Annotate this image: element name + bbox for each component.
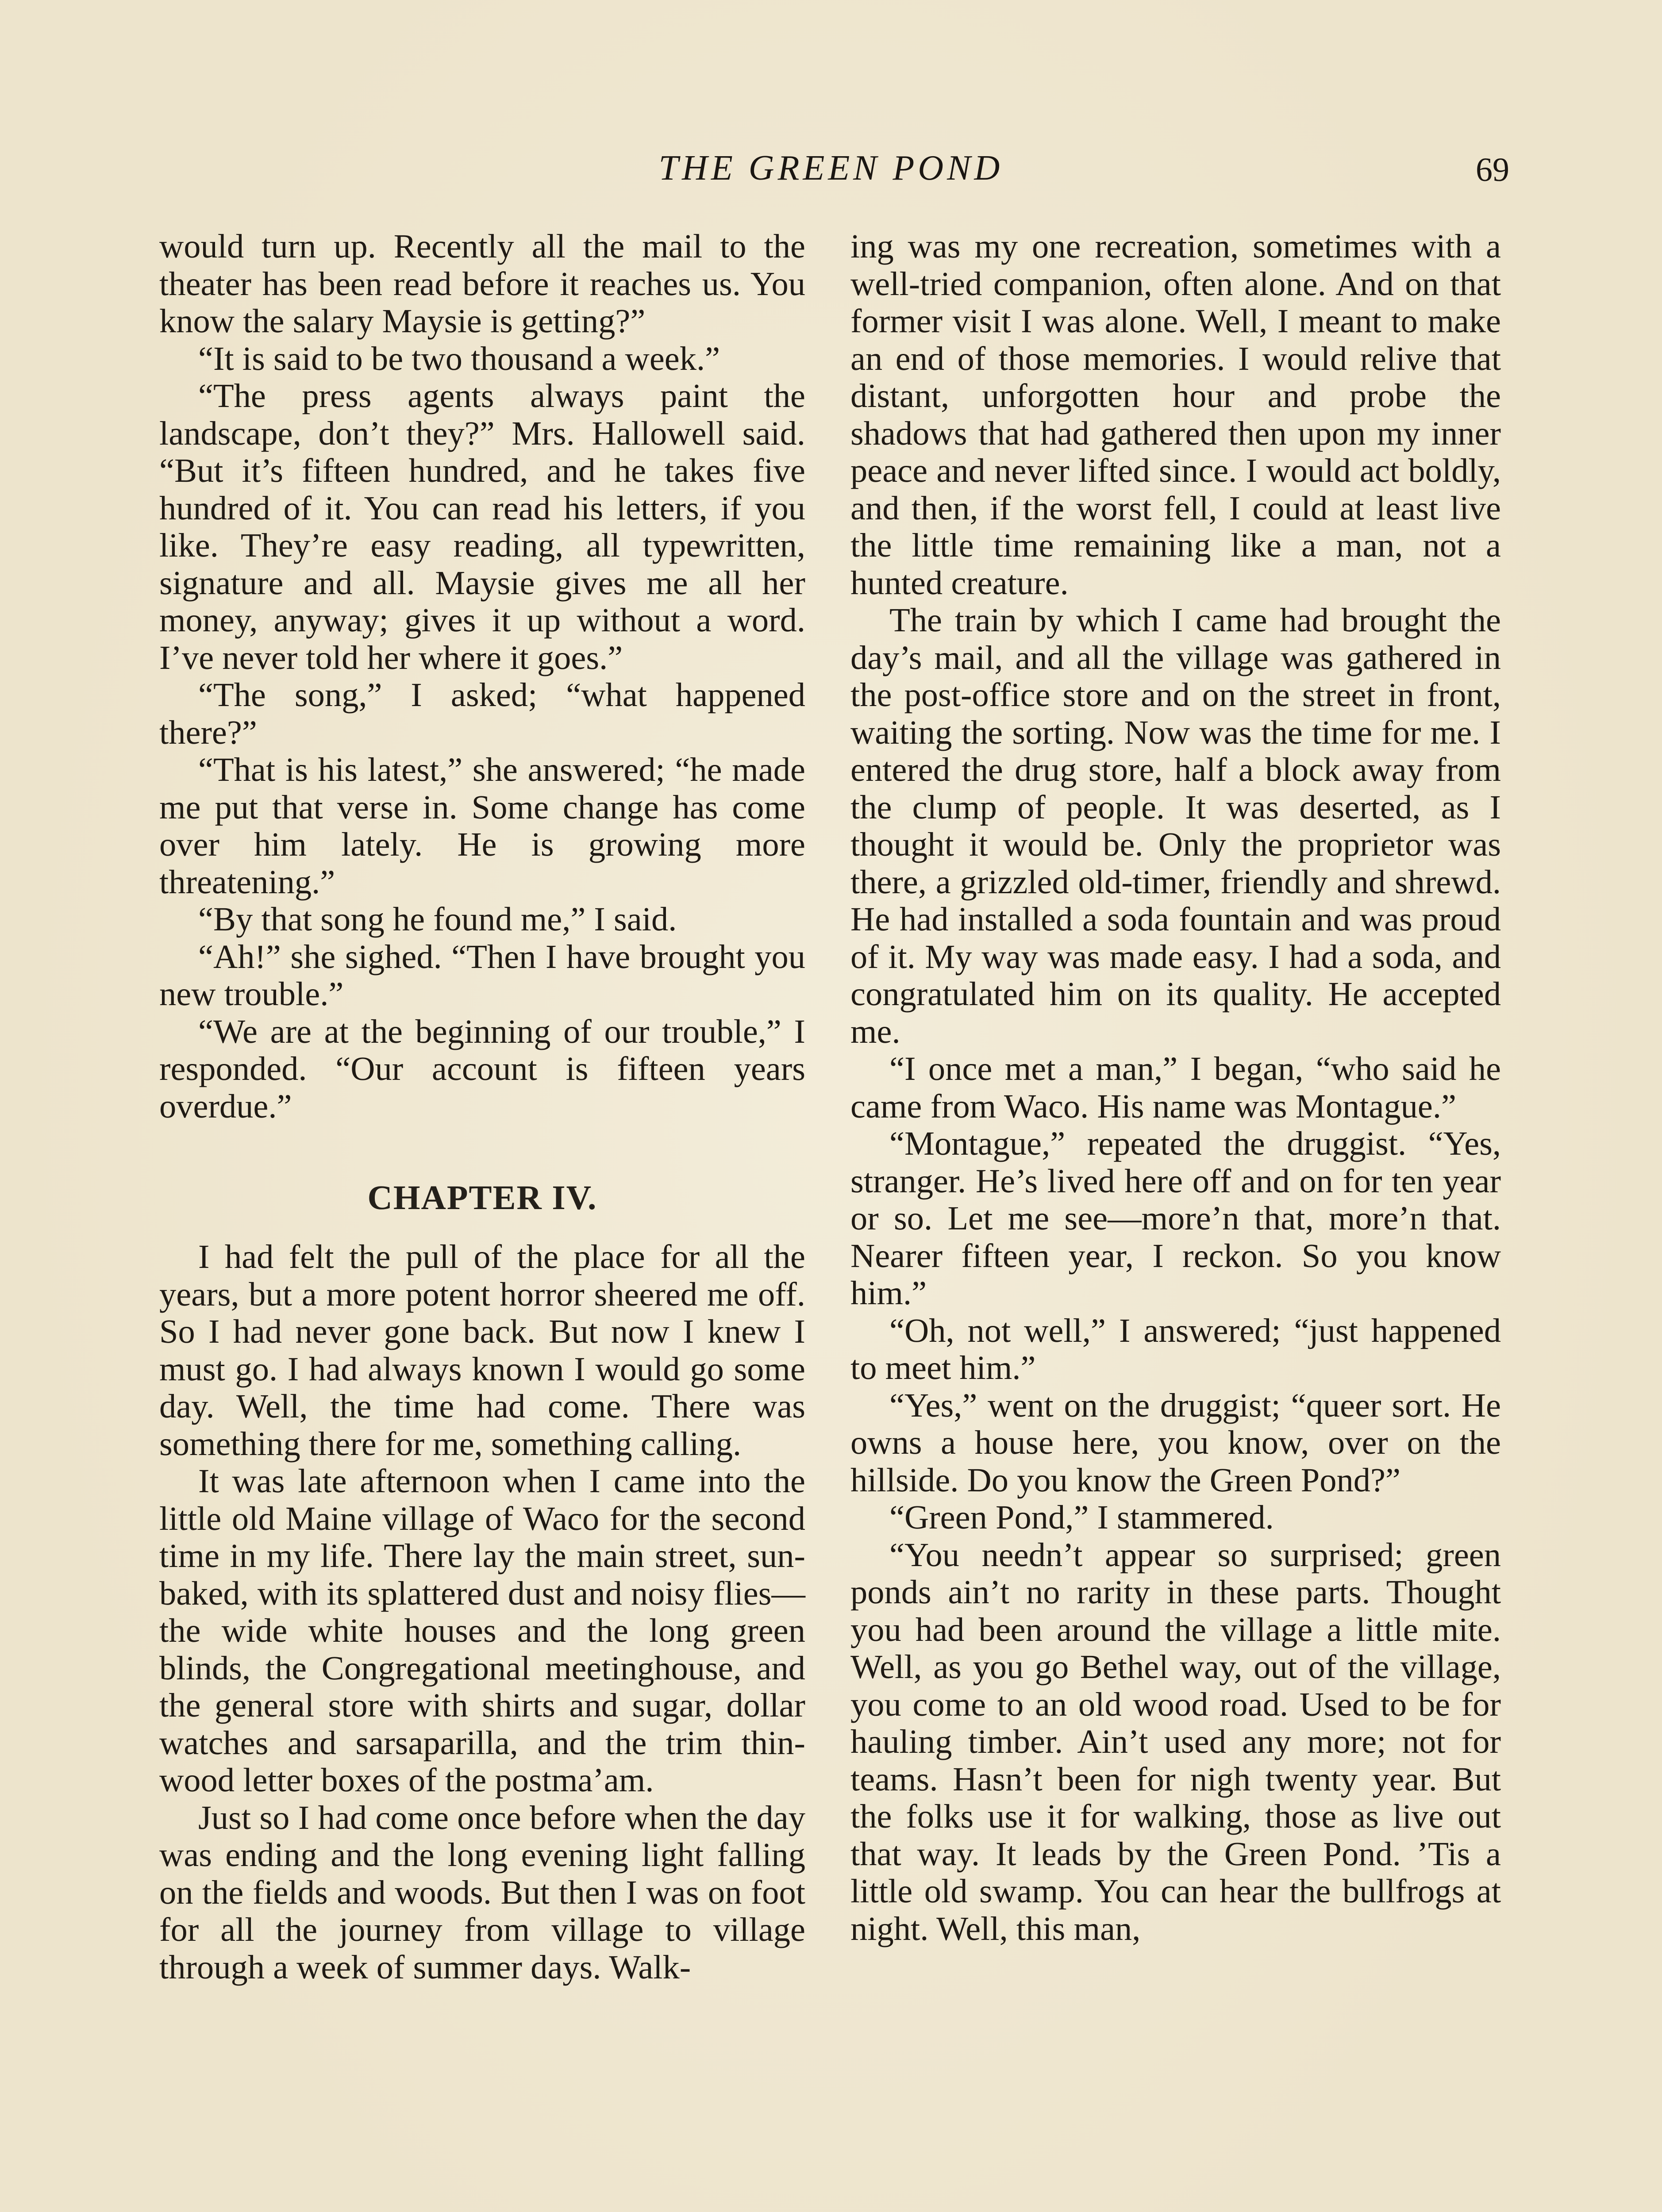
left-paragraph-1: would turn up. Recently all the mail to the theater has been read before it reaches us. You know the salary Maysie is getting?” xyxy=(159,227,805,340)
right-paragraph-4: “Montague,” repeated the druggist. “Yes, stranger. He’s lived here off and on for ten year or so. Let me see—more’n that, more’n that. Nearer fifteen year, I reckon. So you know him.” xyxy=(850,1125,1501,1312)
left-paragraph-6: “By that song he found me,” I said. xyxy=(198,900,677,938)
running-title: THE GREEN POND xyxy=(658,149,1004,188)
right-paragraph-1: ing was my one recreation, sometimes with a well-tried companion, often alone. And on that former visit I was alone. Well, I meant to make an end of those memories. I would relive that distant, unforgotten hour and probe the shadows that had gathered then upon my inner peace and never lifted since. I would act boldly, and then, if the worst fell, I could at least live the little time remaining like a man, not a hunted creature. xyxy=(850,227,1501,602)
right-paragraph-2: The train by which I came had brought the day’s mail, and all the village was gathered in the post-office store and on the street in front, waiting the sorting. Now was the time for me. I entered the drug store, half a block away from the clump of people. It was deserted, as I thought it would be. Only the proprietor was there, a grizzled old-timer, friendly and shrewd. He had installed a soda fountain and was proud of it. My way was made easy. I had a soda, and congratulated him on its quality. He accepted me. xyxy=(850,601,1501,1050)
left-paragraph-5: “That is his latest,” she answered; “he made me put that verse in. Some change has come over him lately. He is growing more threatening.” xyxy=(159,751,805,901)
right-paragraph-5: “Oh, not well,” I answered; “just happened to meet him.” xyxy=(850,1311,1501,1386)
right-paragraph-6: “Yes,” went on the druggist; “queer sort. He owns a house here, you know, over on the hillside. Do you know the Green Pond?” xyxy=(850,1386,1501,1499)
left-paragraph-7: “Ah!” she sighed. “Then I have brought you new trouble.” xyxy=(159,937,805,1013)
left-paragraph-8: “We are at the beginning of our trouble,” I responded. “Our account is fifteen years overdue.” xyxy=(159,1012,805,1125)
left-paragraph-2: “It is said to be two thousand a week.” xyxy=(198,339,720,377)
left-column xyxy=(159,228,805,2212)
left-paragraph-3: “The press agents always paint the landscape, don’t they?” Mrs. Hallowell said. “But it’s fifteen hundred, and he takes five hundred of it. You can read his letters, if you like. They’re easy reading, all typewritten, signature and all. Maysie gives me all her money, anyway; gives it up without a word. I’ve never told her where it goes.” xyxy=(159,377,805,676)
left-paragraph-4: “The song,” I asked; “what happened there?” xyxy=(159,676,805,751)
page-number: 69 xyxy=(1476,151,1509,188)
right-paragraph-7: “Green Pond,” I stammered. xyxy=(889,1498,1274,1536)
right-paragraph-3: “I once met a man,” I began, “who said he came from Waco. His name was Montague.” xyxy=(850,1050,1501,1125)
left-paragraph-10: It was late afternoon when I came into the little old Maine village of Waco for the second time in my life. There lay the main street, sun-baked, with its splattered dust and noisy flies—the wide white houses and the long green blinds, the Congregational meetinghouse, and the general store with shirts and sugar, dollar watches and sarsaparilla, and the trim thin-wood letter boxes of the postma’am. xyxy=(159,1462,805,1799)
running-head xyxy=(0,146,1662,195)
right-paragraph-8: “You needn’t appear so surprised; green ponds ain’t no rarity in these parts. Thought you had been around the village a little mite. Well, as you go Bethel way, out of the village, you come to an old wood road. Used to be for hauling timber. Ain’t used any more; not for teams. Hasn’t been for nigh twenty year. But the folks use it for walking, those as live out that way. It leads by the Green Pond. ’Tis a little old swamp. You can hear the bullfrogs at night. Well, this man, xyxy=(850,1536,1501,1947)
left-paragraph-9: I had felt the pull of the place for all the years, but a more potent horror sheered me off. So I had never gone back. But now I knew I must go. I had always known I would go some day. Well, the time had come. There was something there for me, something calling. xyxy=(159,1238,805,1463)
chapter-heading: CHAPTER IV. xyxy=(367,1178,597,1217)
right-column xyxy=(850,228,1501,2212)
left-paragraph-11: Just so I had come once before when the day was ending and the long evening light falling on the fields and woods. But then I was on foot for all the journey from village to village through a week of summer days. Walk- xyxy=(159,1798,805,1986)
